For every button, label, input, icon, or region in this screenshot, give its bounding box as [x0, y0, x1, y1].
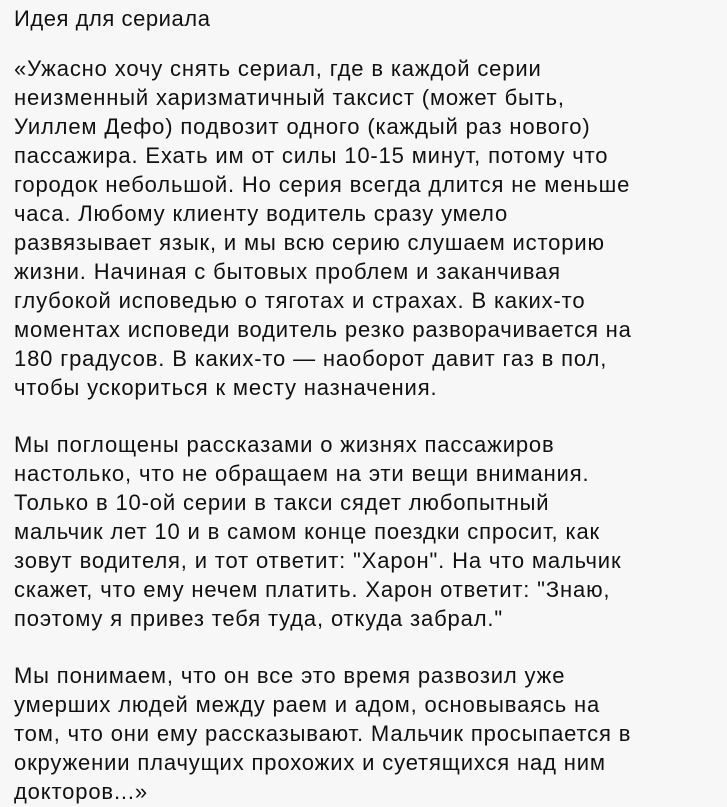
text-line: развязывает язык, и мы всю серию слушаем историю	[14, 230, 605, 255]
text-line: «Ужасно хочу снять сериал, где в каждой серии	[14, 56, 542, 81]
text-line: неизменный харизматичный таксист (может быть,	[14, 85, 565, 110]
text-line: часа. Любому клиенту водитель сразу умело	[14, 201, 509, 226]
text-line: поэтому я привез тебя туда, откуда забрал."	[14, 606, 503, 631]
text-line: жизни. Начиная с бытовых проблем и заканчивая	[14, 259, 561, 284]
text-line: том, что они ему рассказывают. Мальчик просыпается в	[14, 721, 632, 746]
paragraph-2	[14, 430, 713, 633]
text-line: скажет, что ему нечем платить. Харон ответит: "Знаю,	[14, 577, 611, 602]
text-line: моментах исповеди водитель резко разворачивается на	[14, 317, 632, 342]
text-line: 180 градусов. В каких-то — наоборот давит газ в пол,	[14, 346, 608, 371]
text-line: городок небольшой. Но серия всегда длится не меньше	[14, 172, 631, 197]
document-title: Идея для сериала	[14, 6, 211, 31]
text-line: докторов...»	[14, 779, 148, 804]
text-line: Уиллем Дефо) подвозит одного (каждый раз нового)	[14, 114, 591, 139]
text-line: настолько, что не обращаем на эти вещи внимания.	[14, 461, 590, 486]
text-line: Мы понимаем, что он все это время развозил уже	[14, 663, 566, 688]
text-line: чтобы ускориться к месту назначения.	[14, 375, 438, 400]
text-line: зовут водителя, и тот ответит: "Харон". На что мальчик	[14, 548, 622, 573]
text-line: мальчик лет 10 и в самом конце поездки спросит, как	[14, 519, 601, 544]
text-line: умерших людей между раем и адом, основываясь на	[14, 692, 601, 717]
text-line: глубокой исповедью о тяготах и страхах. В каких-то	[14, 288, 586, 313]
paragraph-3	[14, 661, 713, 806]
text-line: Только в 10-ой серии в такси сядет любопытный	[14, 490, 550, 515]
paragraph-1	[14, 54, 713, 402]
text-line: пассажира. Ехать им от силы 10-15 минут, потому что	[14, 143, 609, 168]
text-line: окружении плачущих прохожих и суетящихся над ним	[14, 750, 606, 775]
text-line: Мы поглощены рассказами о жизнях пассажиров	[14, 432, 555, 457]
